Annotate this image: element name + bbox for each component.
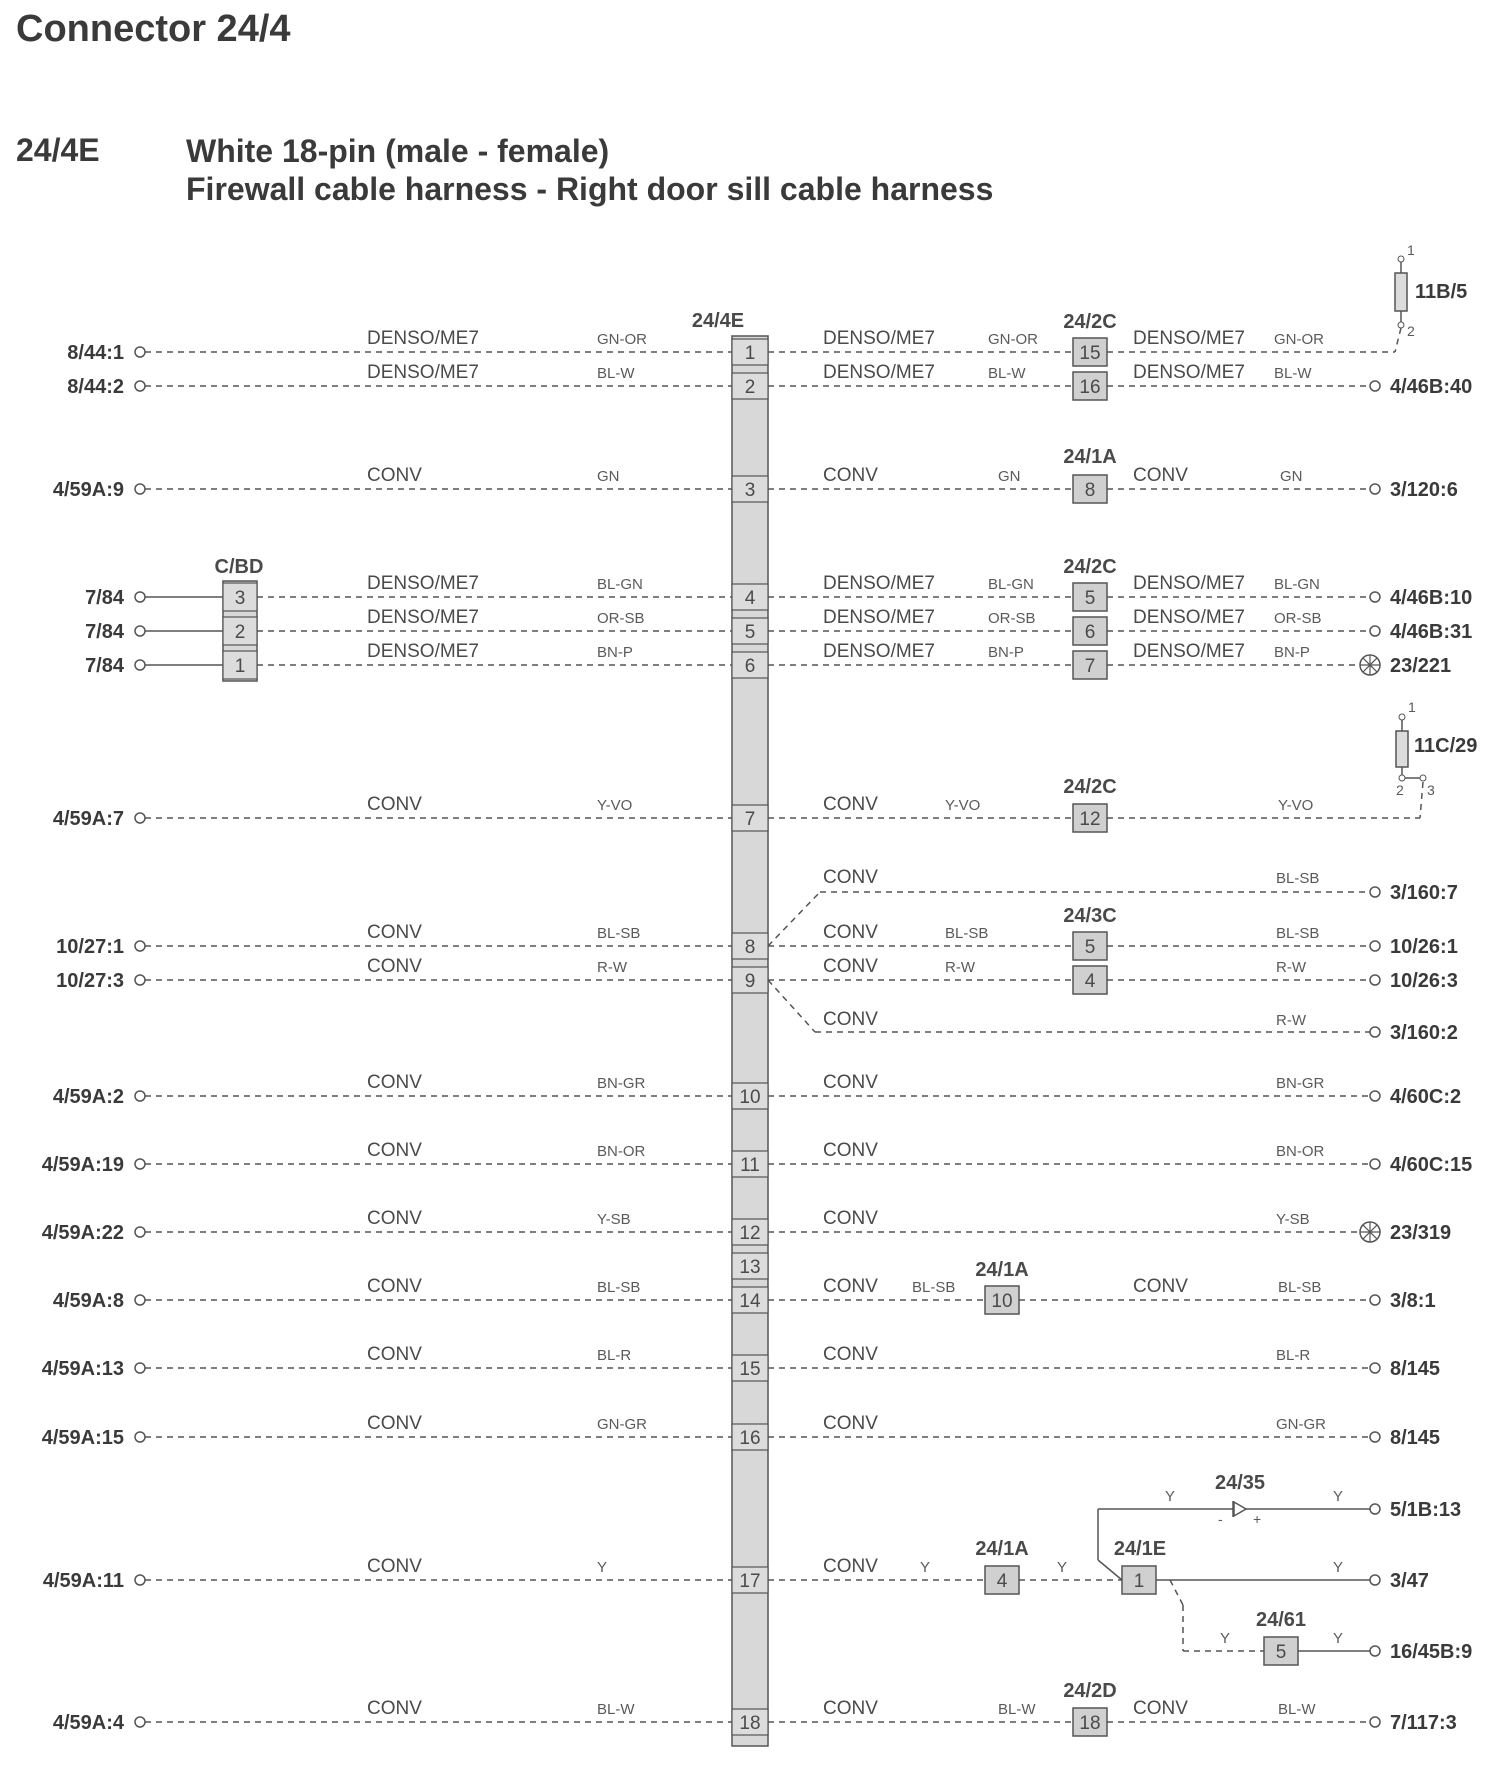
left-terminal-icon — [135, 660, 145, 670]
right-wire-system: CONV — [823, 1556, 878, 1577]
right-wire-color: Y — [1057, 1559, 1068, 1576]
right-wire-system: DENSO/ME7 — [823, 328, 935, 349]
pin-number: 5 — [1275, 1642, 1287, 1663]
terminal-icon — [1370, 484, 1380, 494]
left-terminal-icon — [135, 1091, 145, 1101]
right-wire-color: OR-SB — [988, 610, 1036, 627]
right-wire-color: R-W — [1276, 959, 1306, 976]
right-wire-color: GN-GR — [1276, 1416, 1326, 1433]
central-pin-number: 14 — [739, 1291, 761, 1312]
left-wire-color: BL-R — [597, 1347, 632, 1364]
pin-number: 16 — [1079, 377, 1101, 398]
right-wire-system: CONV — [823, 1140, 878, 1161]
central-pin-number: 9 — [744, 971, 756, 992]
cbd-pin-number: 1 — [234, 656, 246, 677]
wire-segment — [1420, 782, 1423, 818]
right-terminal-label: 4/46B:40 — [1390, 376, 1473, 398]
terminal-icon — [1370, 592, 1380, 602]
left-terminal-icon — [135, 1227, 145, 1237]
pin-number: 18 — [1079, 1713, 1101, 1734]
cbd-pin-number: 2 — [234, 622, 246, 643]
left-wire-system: CONV — [367, 794, 422, 815]
left-terminal-icon — [135, 1159, 145, 1169]
left-wire-color: Y-SB — [597, 1211, 631, 1228]
connector-code: 24/4E — [16, 132, 100, 168]
central-pin-number: 3 — [744, 480, 756, 501]
left-wire-color: BL-W — [597, 1701, 635, 1718]
left-wire-color: R-W — [597, 959, 627, 976]
terminal-icon — [1370, 1717, 1380, 1727]
left-terminal-label: 8/44:1 — [67, 342, 124, 364]
left-wire-system: DENSO/ME7 — [367, 641, 479, 662]
page-title: Connector 24/4 — [16, 8, 291, 50]
connector-label: 24/2C — [1063, 311, 1117, 333]
left-wire-system: CONV — [367, 922, 422, 943]
right-wire-color: Y — [1165, 1488, 1176, 1505]
cbd-pin-number: 3 — [234, 588, 246, 609]
central-pin-number: 18 — [739, 1713, 761, 1734]
left-terminal-label: 4/59A:8 — [52, 1290, 124, 1312]
right-wire-color: BL-GN — [1274, 576, 1320, 593]
left-terminal-label: 8/44:2 — [67, 376, 124, 398]
central-pin-number: 2 — [744, 377, 756, 398]
right-terminal-label: 3/160:2 — [1390, 1022, 1458, 1044]
left-terminal-label: 4/59A:9 — [52, 479, 124, 501]
right-wire-color: BN-P — [988, 644, 1024, 661]
left-terminal-label: 4/59A:13 — [41, 1358, 124, 1380]
connector-label: 24/35 — [1214, 1472, 1266, 1494]
right-terminal-label: 23/221 — [1390, 655, 1452, 677]
connector-label: 24/2D — [1063, 1680, 1117, 1702]
right-terminal-label: 3/47 — [1390, 1570, 1429, 1592]
left-terminal-icon — [135, 347, 145, 357]
central-pin-number: 8 — [744, 937, 756, 958]
connector-label: 24/1E — [1113, 1538, 1167, 1560]
pin-number: 5 — [1084, 588, 1096, 609]
right-wire-color: Y — [1333, 1630, 1344, 1647]
right-wire-system: CONV — [823, 1698, 878, 1719]
right-wire-color: BL-R — [1276, 1347, 1311, 1364]
terminal-icon — [1370, 1091, 1380, 1101]
terminal-icon — [1370, 1504, 1380, 1514]
left-wire-color: BL-GN — [597, 576, 643, 593]
right-wire-color: BL-W — [998, 1701, 1036, 1718]
description-line-1: White 18-pin (male - female) — [186, 133, 610, 169]
pin-number: 6 — [1084, 622, 1096, 643]
terminal-icon — [1370, 1295, 1380, 1305]
fuse-pin-icon — [1399, 714, 1405, 720]
left-terminal-icon — [135, 626, 145, 636]
right-terminal-label: 4/60C:15 — [1390, 1154, 1473, 1176]
terminal-icon — [1370, 1027, 1380, 1037]
right-terminal-label: 16/45B:9 — [1390, 1641, 1473, 1663]
left-wire-system: CONV — [367, 465, 422, 486]
right-terminal-label: 8/145 — [1390, 1358, 1441, 1380]
central-pin-number: 13 — [739, 1257, 761, 1278]
fuse-icon — [1396, 731, 1408, 767]
fuse-label: 11B/5 — [1415, 281, 1468, 303]
left-wire-color: BL-W — [597, 365, 635, 382]
right-wire-system: CONV — [823, 956, 878, 977]
right-wire-color: Y — [1220, 1630, 1231, 1647]
connector-label: 24/61 — [1255, 1609, 1307, 1631]
wire-segment — [768, 980, 815, 1032]
fuse-pin-icon — [1399, 775, 1405, 781]
fuse-pin-label: 3 — [1427, 782, 1435, 798]
left-terminal-icon — [135, 813, 145, 823]
right-wire-color: BL-SB — [1276, 925, 1320, 942]
left-terminal-icon — [135, 975, 145, 985]
right-wire-system: CONV — [1133, 465, 1188, 486]
right-wire-color: GN — [1280, 468, 1303, 485]
right-terminal-label: 5/1B:13 — [1390, 1499, 1462, 1521]
right-wire-color: BN-OR — [1276, 1143, 1325, 1160]
left-terminal-icon — [135, 1575, 145, 1585]
left-wire-system: CONV — [367, 1072, 422, 1093]
left-wire-color: BN-GR — [597, 1075, 646, 1092]
right-wire-color: GN-OR — [988, 331, 1038, 348]
right-wire-color: GN — [998, 468, 1021, 485]
diode-plus: + — [1253, 1511, 1262, 1527]
connector-label: 24/3C — [1063, 905, 1117, 927]
left-wire-system: CONV — [367, 1208, 422, 1229]
wire-segment — [1170, 1580, 1183, 1605]
left-wire-system: CONV — [367, 1276, 422, 1297]
right-terminal-label: 3/160:7 — [1390, 882, 1458, 904]
fuse-pin-label: 2 — [1396, 782, 1404, 798]
right-terminal-label: 4/46B:10 — [1390, 587, 1473, 609]
pin-number: 4 — [1084, 971, 1096, 992]
right-wire-system: CONV — [823, 465, 878, 486]
central-pin-number: 4 — [744, 588, 756, 609]
pin-number: 8 — [1084, 480, 1096, 501]
diode-triangle — [1234, 1502, 1246, 1516]
right-wire-color: Y-VO — [1278, 797, 1314, 814]
left-wire-system: CONV — [367, 956, 422, 977]
terminal-icon — [1370, 975, 1380, 985]
right-terminal-label: 3/8:1 — [1390, 1290, 1436, 1312]
central-pin-number: 17 — [739, 1571, 761, 1592]
right-wire-color: BL-W — [1278, 1701, 1316, 1718]
right-wire-system: DENSO/ME7 — [1133, 362, 1245, 383]
right-wire-system: CONV — [823, 922, 878, 943]
left-wire-system: CONV — [367, 1413, 422, 1434]
right-terminal-label: 4/46B:31 — [1390, 621, 1473, 643]
central-pin-number: 15 — [739, 1359, 761, 1380]
right-wire-system: CONV — [1133, 1276, 1188, 1297]
fuse-pin-icon — [1398, 322, 1404, 328]
left-wire-color: GN — [597, 468, 620, 485]
right-wire-system: CONV — [1133, 1698, 1188, 1719]
left-wire-system: DENSO/ME7 — [367, 362, 479, 383]
right-wire-color: OR-SB — [1274, 610, 1322, 627]
central-pin-number: 12 — [739, 1223, 761, 1244]
left-wire-system: DENSO/ME7 — [367, 607, 479, 628]
left-wire-color: OR-SB — [597, 610, 645, 627]
fuse-pin-icon — [1398, 256, 1404, 262]
central-connector-label: 24/4E — [691, 310, 745, 332]
wire-segment — [1098, 1560, 1122, 1580]
description-line-2: Firewall cable harness - Right door sill cable harness — [186, 171, 994, 207]
diode-icon — [1233, 1501, 1246, 1517]
splice-icon — [1360, 655, 1380, 675]
right-wire-color: BN-P — [1274, 644, 1310, 661]
left-wire-system: CONV — [367, 1556, 422, 1577]
right-terminal-label: 3/120:6 — [1390, 479, 1458, 501]
cbd-label: C/BD — [214, 556, 264, 578]
left-terminal-label: 10/27:1 — [56, 936, 124, 958]
connector-label: 24/1A — [975, 1259, 1029, 1281]
right-wire-system: DENSO/ME7 — [1133, 607, 1245, 628]
central-pin-number: 6 — [744, 656, 756, 677]
right-wire-color: GN-OR — [1274, 331, 1324, 348]
left-wire-color: GN-GR — [597, 1416, 647, 1433]
fuse-pin-icon — [1420, 775, 1426, 781]
central-pin-number: 5 — [744, 622, 756, 643]
right-terminal-label: 7/117:3 — [1390, 1712, 1457, 1734]
fuse-icon — [1395, 273, 1407, 311]
left-wire-color: BL-SB — [597, 925, 641, 942]
central-pin-number: 10 — [739, 1087, 761, 1108]
left-terminal-icon — [135, 592, 145, 602]
right-wire-system: DENSO/ME7 — [823, 362, 935, 383]
left-terminal-label: 4/59A:11 — [42, 1570, 124, 1592]
left-terminal-label: 4/59A:2 — [52, 1086, 124, 1108]
terminal-icon — [1370, 1575, 1380, 1585]
right-wire-color: Y-SB — [1276, 1211, 1310, 1228]
right-wire-color: BL-SB — [1278, 1279, 1322, 1296]
pin-number: 1 — [1133, 1571, 1145, 1592]
right-wire-system: DENSO/ME7 — [1133, 641, 1245, 662]
left-terminal-label: 7/84 — [85, 655, 124, 677]
diode-minus: - — [1218, 1511, 1223, 1527]
right-wire-color: R-W — [945, 959, 975, 976]
right-wire-system: DENSO/ME7 — [823, 607, 935, 628]
pin-number: 7 — [1084, 656, 1096, 677]
right-wire-color: BL-GN — [988, 576, 1034, 593]
right-terminal-label: 4/60C:2 — [1390, 1086, 1462, 1108]
left-wire-color: BN-P — [597, 644, 633, 661]
right-wire-color: BN-GR — [1276, 1075, 1325, 1092]
wire-segment — [768, 892, 820, 946]
left-terminal-icon — [135, 1363, 145, 1373]
left-wire-color: BN-OR — [597, 1143, 646, 1160]
left-terminal-icon — [135, 941, 145, 951]
right-wire-system: DENSO/ME7 — [823, 573, 935, 594]
left-wire-system: DENSO/ME7 — [367, 573, 479, 594]
connector-label: 24/1A — [1063, 446, 1117, 468]
right-wire-system: CONV — [823, 867, 878, 888]
terminal-icon — [1370, 1646, 1380, 1656]
left-terminal-label: 7/84 — [85, 587, 124, 609]
pin-number: 10 — [991, 1291, 1013, 1312]
left-terminal-icon — [135, 1717, 145, 1727]
terminal-icon — [1370, 381, 1380, 391]
left-wire-color: Y-VO — [597, 797, 633, 814]
right-wire-color: BL-W — [988, 365, 1026, 382]
left-wire-system: CONV — [367, 1698, 422, 1719]
terminal-icon — [1370, 1159, 1380, 1169]
left-terminal-label: 10/27:3 — [56, 970, 124, 992]
cbd-connector — [215, 556, 264, 681]
right-wire-system: CONV — [823, 1009, 878, 1030]
right-wire-system: CONV — [823, 1276, 878, 1297]
right-terminal-label: 10/26:3 — [1390, 970, 1458, 992]
terminal-icon — [1370, 626, 1380, 636]
pin-number: 5 — [1084, 937, 1096, 958]
fuse-pin-label: 2 — [1407, 323, 1415, 339]
terminal-icon — [1370, 941, 1380, 951]
connector-label: 24/1A — [975, 1538, 1029, 1560]
fuse-pin-label: 1 — [1408, 699, 1416, 715]
right-wire-color: Y — [920, 1559, 931, 1576]
left-wire-system: CONV — [367, 1140, 422, 1161]
left-terminal-icon — [135, 484, 145, 494]
left-terminal-label: 4/59A:15 — [41, 1427, 124, 1449]
connector-label: 24/2C — [1063, 776, 1117, 798]
central-pin-number: 16 — [739, 1428, 761, 1449]
right-terminal-label: 23/319 — [1390, 1222, 1452, 1244]
left-wire-system: CONV — [367, 1344, 422, 1365]
left-wire-color: Y — [597, 1559, 608, 1576]
left-wire-color: GN-OR — [597, 331, 647, 348]
right-wire-system: CONV — [823, 1413, 878, 1434]
right-wire-color: BL-SB — [945, 925, 989, 942]
terminal-icon — [1370, 887, 1380, 897]
right-wire-system: DENSO/ME7 — [1133, 573, 1245, 594]
right-wire-color: Y-VO — [945, 797, 981, 814]
right-wire-color: Y — [1333, 1559, 1344, 1576]
left-wire-system: DENSO/ME7 — [367, 328, 479, 349]
left-wire-color: BL-SB — [597, 1279, 641, 1296]
central-pin-number: 11 — [740, 1155, 760, 1176]
wire-segment — [1395, 328, 1401, 352]
right-wire-system: CONV — [823, 794, 878, 815]
central-connector-body — [732, 336, 768, 1746]
left-terminal-label: 4/59A:4 — [52, 1712, 124, 1734]
fuse-label: 11C/29 — [1414, 735, 1478, 757]
right-wire-system: DENSO/ME7 — [1133, 328, 1245, 349]
terminal-icon — [1370, 1363, 1380, 1373]
left-terminal-label: 4/59A:22 — [41, 1222, 124, 1244]
right-wire-system: CONV — [823, 1208, 878, 1229]
left-terminal-label: 4/59A:7 — [52, 808, 124, 830]
central-connector — [692, 310, 768, 1746]
splice-icon — [1360, 1222, 1380, 1242]
left-terminal-icon — [135, 1295, 145, 1305]
connector-label: 24/2C — [1063, 556, 1117, 578]
terminal-icon — [1370, 1432, 1380, 1442]
right-wire-color: BL-SB — [1276, 870, 1320, 887]
pin-number: 12 — [1079, 809, 1101, 830]
right-wire-system: CONV — [823, 1072, 878, 1093]
central-pin-number: 7 — [744, 809, 756, 830]
left-terminal-label: 7/84 — [85, 621, 124, 643]
right-terminal-label: 10/26:1 — [1390, 936, 1458, 958]
fuse-pin-label: 1 — [1407, 242, 1415, 258]
right-wire-color: BL-W — [1274, 365, 1312, 382]
right-wire-color: BL-SB — [912, 1279, 956, 1296]
right-wire-system: DENSO/ME7 — [823, 641, 935, 662]
right-wire-color: Y — [1333, 1488, 1344, 1505]
right-terminal-label: 8/145 — [1390, 1427, 1441, 1449]
left-terminal-icon — [135, 1432, 145, 1442]
right-wire-color: R-W — [1276, 1012, 1306, 1029]
left-terminal-icon — [135, 381, 145, 391]
right-wire-system: CONV — [823, 1344, 878, 1365]
pin-number: 15 — [1079, 343, 1101, 364]
pin-number: 4 — [996, 1571, 1008, 1592]
central-pin-number: 1 — [744, 343, 756, 364]
left-terminal-label: 4/59A:19 — [41, 1154, 124, 1176]
